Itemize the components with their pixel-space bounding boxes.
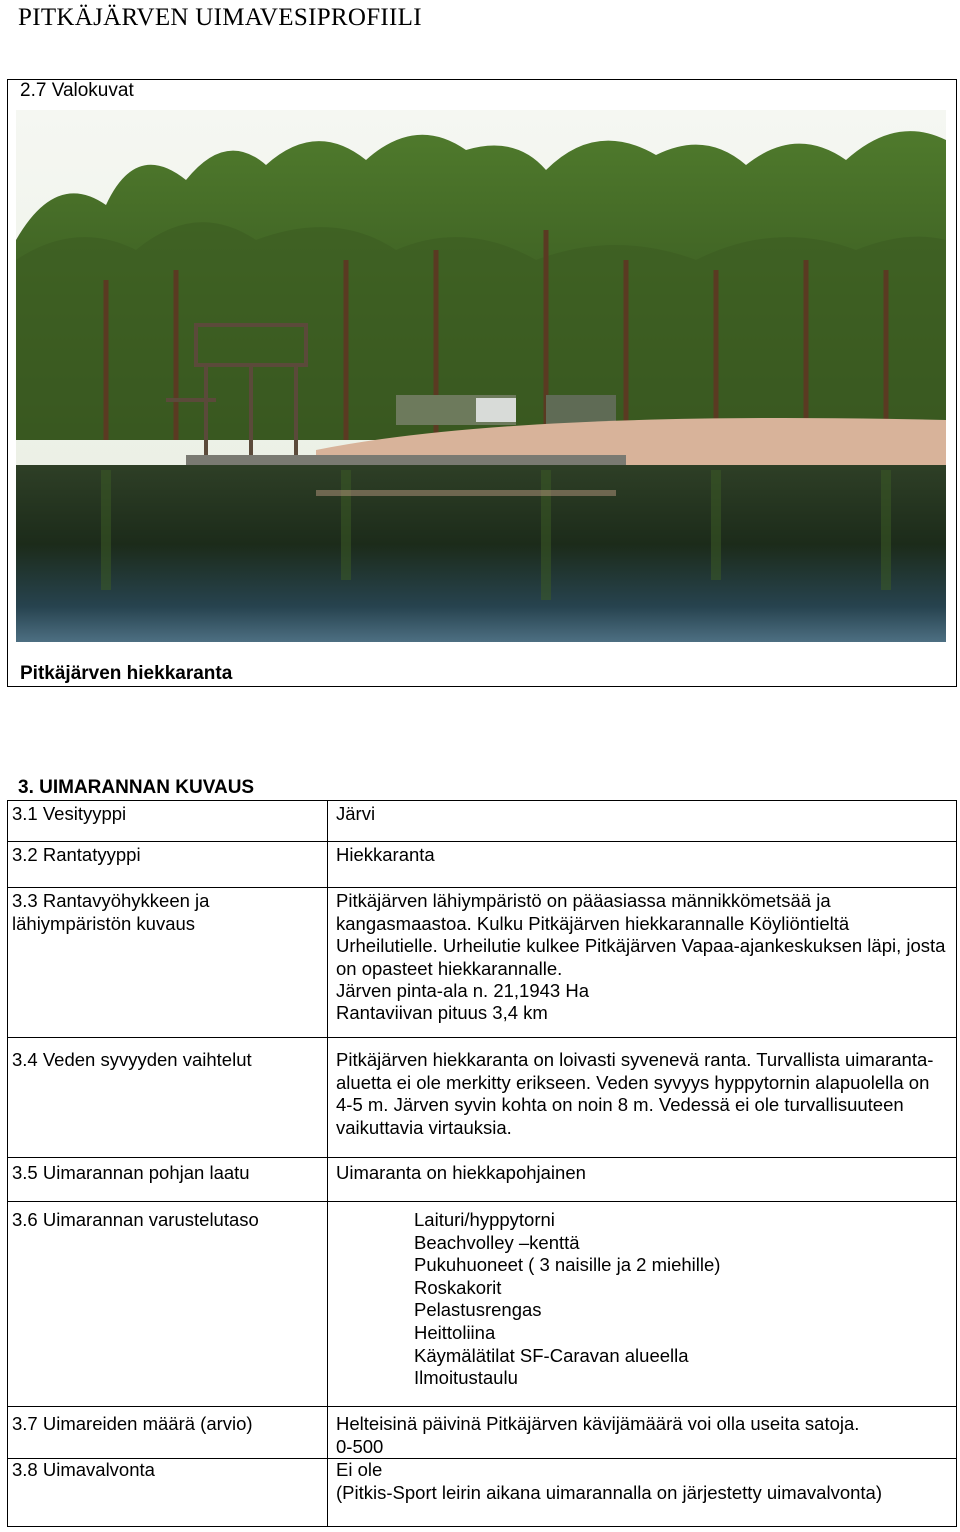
row-value-vesityyppi: Järvi — [336, 803, 376, 824]
row-value-lake-area: Järven pinta-ala n. 21,1943 Ha — [336, 980, 590, 1001]
row-divider — [8, 1157, 956, 1158]
list-item: Ilmoitustaulu — [414, 1367, 518, 1389]
row-label-varustelutaso: 3.6 Uimarannan varustelutaso — [12, 1209, 259, 1230]
list-item: Heittoliina — [414, 1321, 496, 1343]
row-label-uimavalvonta: 3.8 Uimavalvonta — [12, 1459, 155, 1480]
row-divider — [8, 1406, 956, 1407]
row-label-uimareiden-maara: 3.7 Uimareiden määrä (arvio) — [12, 1413, 253, 1434]
row-divider — [8, 1201, 956, 1202]
row-value-shoreline-length: Rantaviivan pituus 3,4 km — [336, 1002, 548, 1023]
photo-section-heading: 2.7 Valokuvat — [20, 80, 134, 101]
list-item: Beachvolley –kenttä — [414, 1231, 580, 1253]
row-value-lahiymparisto: Pitkäjärven lähiympäristö on pääasiassa männikkömetsää ja kangasmaastoa. Kulku Pitkäjärven hiekkarannalle Köyliöntieltä Urheilutielle. Urheilutie kulkee Pitkäjärven Vapaa-ajankeskuksen läpi, josta on opasteet hiekkarannalle. — [336, 890, 946, 979]
photo-caption: Pitkäjärven hiekkaranta — [20, 663, 233, 684]
row-value-rantatyyppi: Hiekkaranta — [336, 844, 435, 865]
row-value-pohjan-laatu: Uimaranta on hiekkapohjainen — [336, 1162, 586, 1183]
list-item: Roskakorit — [414, 1276, 502, 1298]
beach-description-table — [7, 800, 957, 1527]
equipment-list — [414, 1209, 934, 1390]
row-label-pohjan-laatu: 3.5 Uimarannan pohjan laatu — [12, 1162, 250, 1183]
row-label-lahiymparisto: 3.3 Rantavyöhykkeen ja lähiympäristön kuvaus — [12, 890, 210, 934]
photo-section — [7, 79, 957, 687]
row-value-visitor-range: 0-500 — [336, 1436, 384, 1457]
row-value-syvyys: Pitkäjärven hiekkaranta on loivasti syvenevä ranta. Turvallista uimaranta-aluetta ei ole merkitty erikseen. Veden syvyys hyppytornin alapuolella on 4-5 m. Järven syvin kohta on noin 8 m. Vedessä ei ole turvallisuuteen vaikuttavia virtauksia. — [336, 1049, 934, 1138]
lake-beach-photo — [16, 110, 946, 642]
row-label-rantatyyppi: 3.2 Rantatyyppi — [12, 844, 141, 865]
row-label-syvyys: 3.4 Veden syvyyden vaihtelut — [12, 1049, 252, 1070]
document-title: PITKÄJÄRVEN UIMAVESIPROFIILI — [18, 4, 422, 31]
row-value-uimavalvonta: Ei ole — [336, 1459, 383, 1480]
section-heading: 3. UIMARANNAN KUVAUS — [18, 777, 255, 798]
list-item: Käymälätilat SF-Caravan alueella — [414, 1344, 689, 1366]
column-divider — [327, 801, 328, 1526]
list-item: Laituri/hyppytorni — [414, 1209, 555, 1230]
row-divider — [8, 841, 956, 842]
row-label-vesityyppi: 3.1 Vesityyppi — [12, 803, 127, 824]
row-value-uimavalvonta-note: (Pitkis-Sport leirin aikana uimarannalla on järjestetty uimavalvonta) — [336, 1482, 882, 1503]
row-divider — [8, 887, 956, 888]
row-value-uimareiden-maara: Helteisinä päivinä Pitkäjärven kävijämäärä voi olla useita satoja. — [336, 1413, 860, 1434]
list-item: Pelastusrengas — [414, 1299, 542, 1321]
list-item: Pukuhuoneet ( 3 naisille ja 2 miehille) — [414, 1254, 721, 1276]
row-divider — [8, 1037, 956, 1038]
